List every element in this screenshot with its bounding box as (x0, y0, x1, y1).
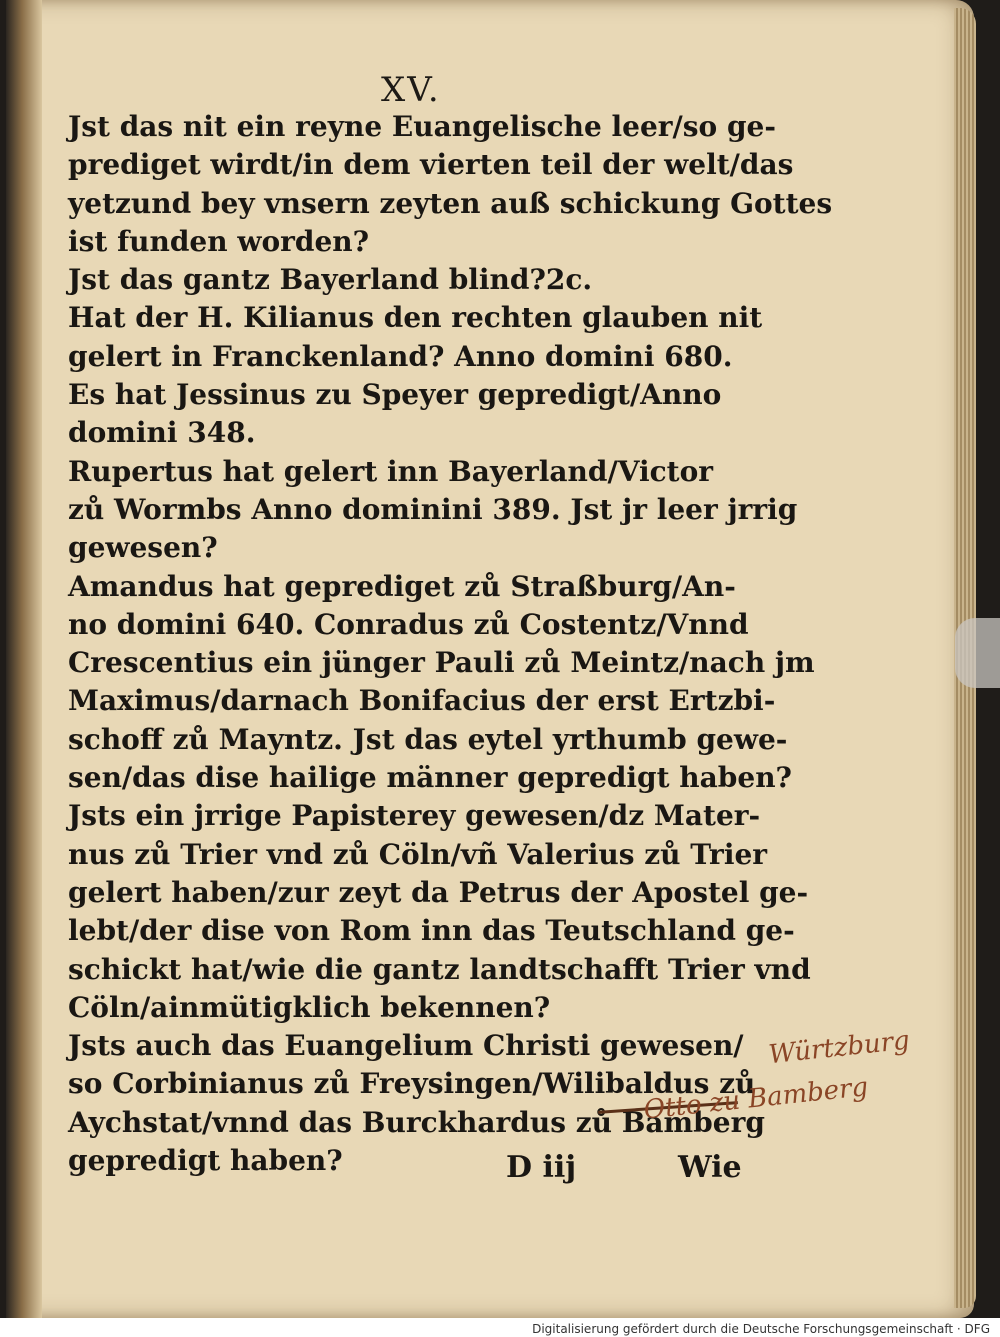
text-line: gelert in Franckenland? Anno domini 680. (68, 339, 733, 373)
text-line: nus zů Trier vnd zů Cöln/vñ Valerius zů Trier (68, 837, 768, 871)
marginal-note-line: Otto zu Bamberg (642, 1072, 870, 1126)
book-page (6, 0, 974, 1318)
text-line: schoff zů Mayntz. Jst das eytel yrthumb gewe- (68, 722, 788, 756)
marginal-note-line: Würtzburg (767, 1025, 912, 1071)
text-line: Jst das nit ein reyne Euangelische leer/so ge- (68, 110, 776, 143)
text-line: Es hat Jessinus zu Speyer gepredigt/Anno (68, 378, 722, 412)
credit-bar (0, 1318, 1000, 1337)
text-line: gepredigt haben? (68, 1144, 343, 1178)
text-line: Jst das gantz Bayerland blind?2c. (68, 263, 593, 297)
text-line: gelert haben/zur zeyt da Petrus der Apostel ge- (68, 875, 809, 909)
page-gutter (6, 0, 42, 1318)
footer-credit: Digitalisierung gefördert durch die Deutsche Forschungsgemeinschaft · DFG (532, 1322, 990, 1336)
text-line: yetzund bey vnsern zeyten auß schickung Gottes (68, 186, 833, 220)
text-line: zů Wormbs Anno dominini 389. Jst jr leer jrrig (68, 492, 798, 526)
text-line: sen/das dise hailige männer gepredigt haben? (68, 761, 792, 795)
text-line: Hat der H. Kilianus den rechten glauben nit (68, 301, 763, 335)
text-line: Jsts auch das Euangelium Christi gewesen/ (68, 1029, 744, 1063)
catchword: Wie (678, 1150, 742, 1185)
text-line: Rupertus hat gelert inn Bayerland/Victor (68, 454, 713, 488)
text-line: no domini 640. Conradus zů Costentz/Vnnd (68, 607, 749, 641)
text-line: ist funden worden? (68, 224, 370, 258)
text-line: schickt hat/wie die gantz landtschafft Trier vnd (68, 952, 811, 986)
text-line: lebt/der dise von Rom inn das Teutschland ge- (68, 914, 795, 948)
text-line: Amandus hat geprediget zů Straßburg/An- (68, 569, 736, 603)
signature-mark: D iij (506, 1150, 577, 1185)
text-line: gewesen? (68, 531, 218, 565)
text-line: Aychstat/vnnd das Burckhardus zů Bamberg (68, 1105, 765, 1139)
text-line: Maximus/darnach Bonifacius der erst Ertzbi- (68, 684, 776, 718)
text-line: Jsts ein jrrige Papisterey gewesen/dz Mater- (68, 799, 761, 833)
text-line: domini 348. (68, 416, 256, 450)
body-text (68, 108, 833, 1180)
text-line: Crescentius ein jünger Pauli zů Meintz/nach jm (68, 646, 815, 680)
text-line: so Corbinianus zů Freysingen/Wilibaldus zů (68, 1067, 756, 1101)
text-line: prediget wirdt/in dem vierten teil der welt/das (68, 148, 794, 182)
running-head: XV. (381, 70, 441, 110)
text-line: Cöln/ainmütigklich bekennen? (68, 990, 551, 1024)
bookmark-tab (955, 618, 1000, 688)
